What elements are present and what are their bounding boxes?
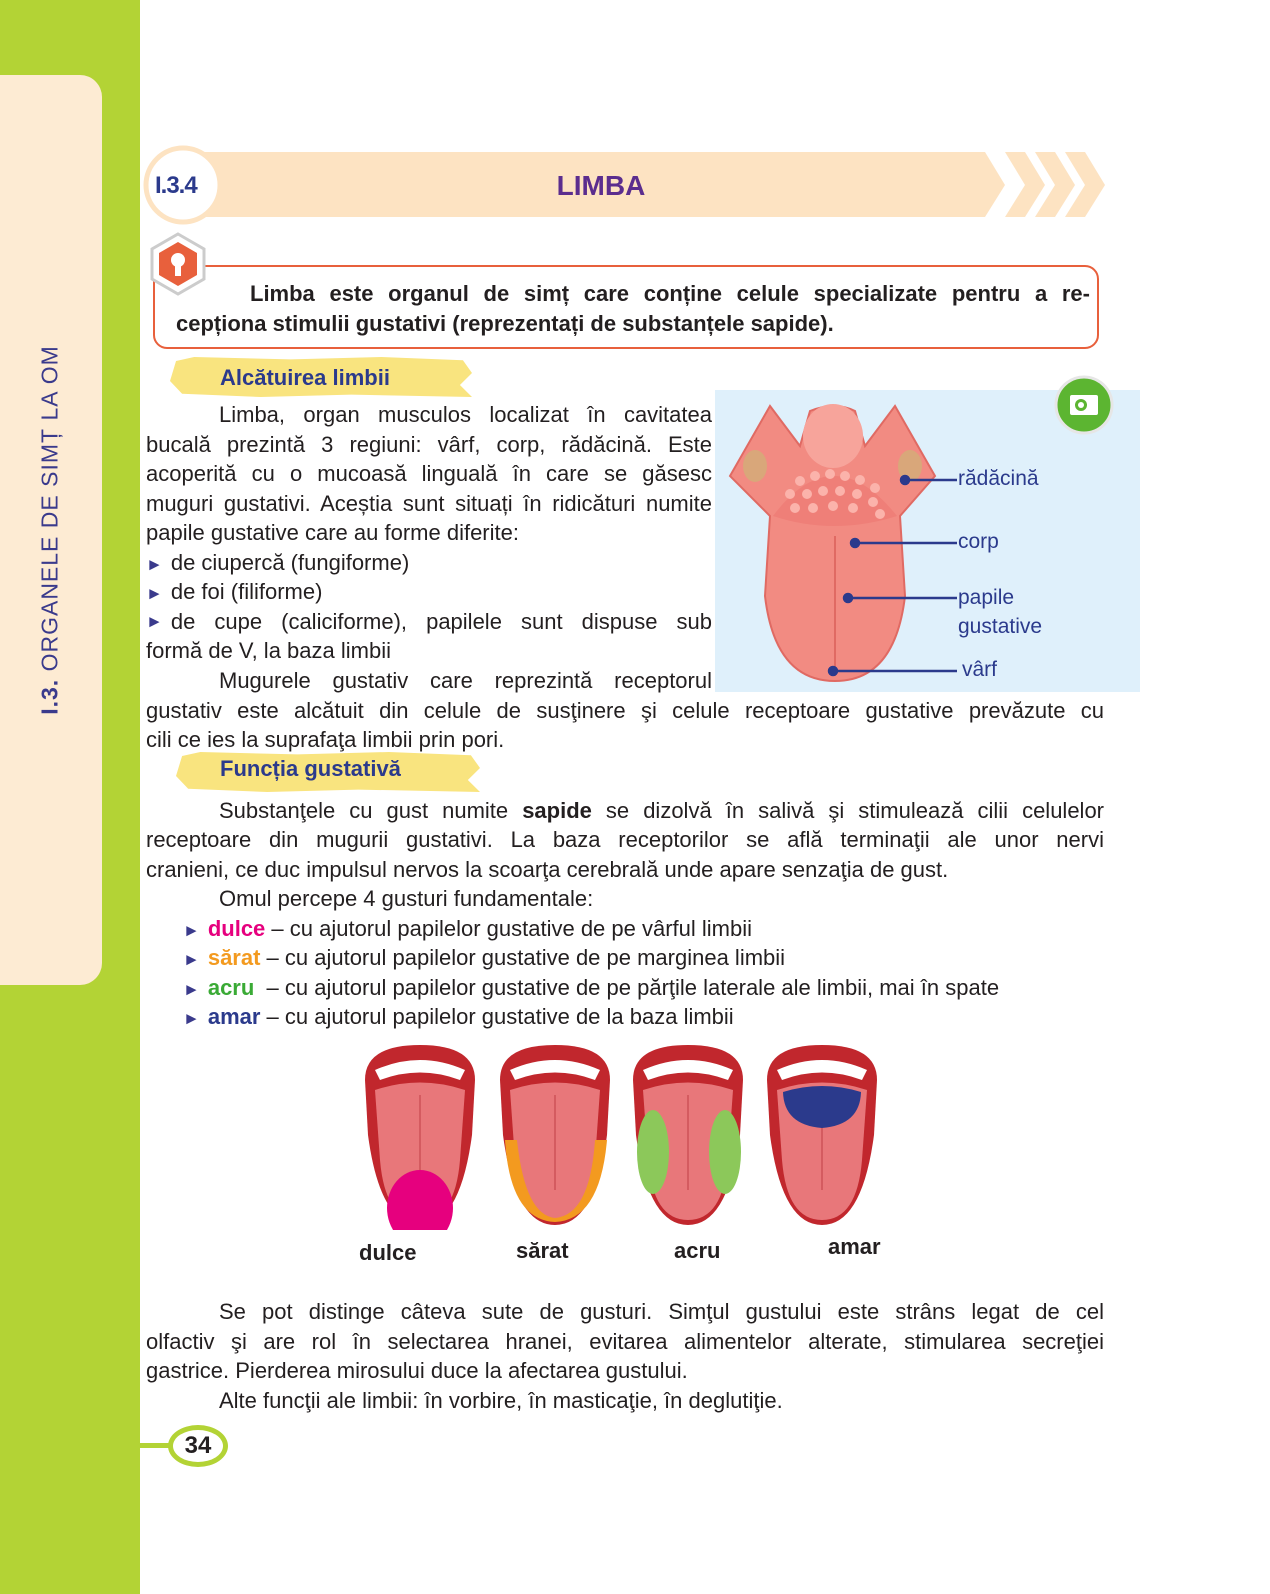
- list-item: ► de cupe (caliciforme), papilele sunt dispuse sub: [146, 607, 712, 637]
- taste-item: ► amar – cu ajutorul papilelor gustative de la baza limbii: [183, 1004, 734, 1029]
- bullet-icon: ►: [183, 921, 200, 940]
- bullet-icon: ►: [146, 584, 163, 603]
- text-line: Mugurele gustativ care reprezintă receptorul: [219, 668, 712, 693]
- bullet-icon: ►: [183, 980, 200, 999]
- tongue-salty: [500, 1045, 610, 1225]
- list-item: ► de ciupercă (fungiforme): [146, 550, 410, 575]
- text-line: cili ce ies la suprafaţa limbii prin pori.: [146, 727, 505, 752]
- page-title: LIMBA: [556, 170, 646, 201]
- label-tip: vârf: [962, 658, 998, 681]
- text-line: muguri gustativi. Aceștia sunt situați în ridicături numite: [146, 491, 712, 516]
- label-root: rădăcină: [958, 467, 1039, 490]
- text-line: Alte funcţii ale limbii: în vorbire, în masticaţie, în deglutiţie.: [219, 1388, 783, 1413]
- definition-line: cepționa stimulii gustativi (reprezentați de substanțele sapide).: [176, 311, 834, 336]
- text-line: cranieni, ce duc impulsul nervos la scoarţa cerebrală unde apare senzaţia de gust.: [146, 857, 949, 882]
- bullet-icon: ►: [183, 950, 200, 969]
- label-papillae: papile: [958, 586, 1015, 609]
- list-item: ► de foi (filiforme): [146, 579, 323, 604]
- text-line: formă de V, la baza limbii: [146, 638, 391, 663]
- text-line: Substanţele cu gust numite sapide se dizolvă în salivă şi stimulează cilii celulelor: [219, 798, 1104, 823]
- chapter-number: I.3.: [36, 678, 63, 715]
- tongue-bitter: [767, 1045, 877, 1225]
- definition-line: Limba este organul de simț care conține celule specializate pentru a re-: [250, 281, 1090, 306]
- text-line: bucală prezintă 3 regiuni: vârf, corp, rădăcină. Este: [146, 432, 712, 457]
- text-line: acoperită cu o mucoasă linguală în care se găsesc: [146, 461, 712, 486]
- bullet-icon: ►: [146, 612, 163, 631]
- page-number: 34: [168, 1425, 228, 1467]
- page-number-connector: [140, 1443, 170, 1448]
- text-line: gustativ este alcătuit din celule de susţinere şi celule receptoare gustative prevăzute cu: [146, 698, 1104, 723]
- chapter-title: ORGANELE DE SIMȚ LA OM: [36, 345, 63, 672]
- taste-label: sărat: [516, 1238, 569, 1263]
- taste-map-illustrations: [355, 1040, 895, 1230]
- term-sapide: sapide: [522, 798, 592, 823]
- text-line: Omul percepe 4 gusturi fundamentale:: [219, 886, 594, 911]
- text-line: Se pot distinge câteva sute de gusturi. Simţul gustului este strâns legat de cel: [219, 1299, 1104, 1324]
- taste-label: acru: [674, 1238, 721, 1263]
- chapter-side-title: [37, 345, 64, 715]
- text-line: receptoare din mugurii gustativi. La baza receptorilor se află terminaţii ale unor nervi: [146, 827, 1104, 852]
- section-heading: Funcția gustativă: [220, 756, 401, 781]
- taste-item: ► acru – cu ajutorul papilelor gustative de pe părţile laterale ale limbii, mai în spate: [183, 975, 1000, 1000]
- tongue-sour: [633, 1045, 743, 1225]
- taste-label: amar: [828, 1234, 881, 1259]
- label-body: corp: [958, 530, 999, 553]
- taste-item: ► dulce – cu ajutorul papilelor gustative de pe vârful limbii: [183, 916, 753, 941]
- taste-label: dulce: [359, 1240, 417, 1265]
- text-line: gastrice. Pierderea mirosului duce la afectarea gustului.: [146, 1358, 688, 1383]
- label-papillae-2: gustative: [958, 615, 1043, 638]
- text-line: olfactiv şi are rol în selectarea hranei, evitarea alimentelor alterate, stimularea secreţiei: [146, 1329, 1104, 1354]
- taste-item: ► sărat – cu ajutorul papilelor gustative de pe marginea limbii: [183, 945, 786, 970]
- tongue-sweet: [365, 1045, 475, 1230]
- bullet-icon: ►: [146, 555, 163, 574]
- camera-icon: [1054, 375, 1114, 435]
- text-line: papile gustative care au forme diferite:: [146, 520, 519, 545]
- text-line: Limba, organ musculos localizat în cavitatea: [219, 402, 712, 427]
- bullet-icon: ►: [183, 1009, 200, 1028]
- section-code: I.3.4: [155, 172, 197, 199]
- section-heading: Alcătuirea limbii: [220, 365, 390, 390]
